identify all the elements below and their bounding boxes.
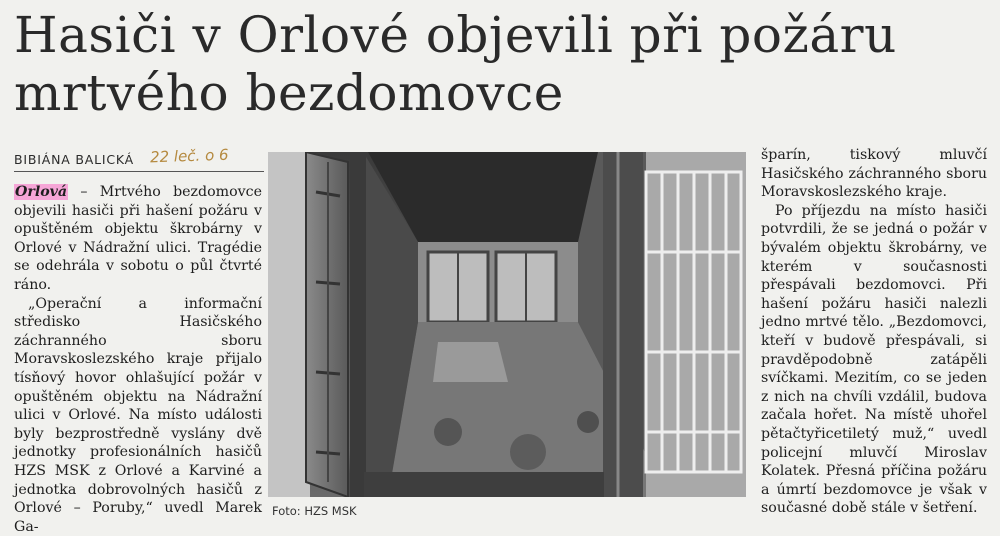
paragraph-quote: „Operační a informační středisko Hasičského záchranného sboru Moravskoslezského kraje přijalo tísňový hovor ohlašující požár v opuštěném objektu na Nádražní ulici v Orlové. Na místo události byly bezprostředně vyslány dvě jednotky profesionálních hasičů HZS MSK z Orlové a Karviné a jednotka dobrovolných hasičů z Orlové – Poruby,“ uvedl Marek Ga- [14, 295, 262, 535]
paragraph-lead [14, 183, 262, 295]
paragraph-continued: šparín, tiskový mluvčí Hasičského záchranného sboru Moravskoslezského kraje. [761, 147, 987, 201]
handwritten-date-note: 22 leč. o 6 [149, 145, 229, 167]
headline-line-2: mrtvého bezdomovce [14, 64, 564, 122]
photo-credit: Foto: HZS MSK [272, 504, 357, 518]
byline-row [14, 145, 262, 170]
paragraph-arrival: Po příjezdu na místo hasiči potvrdili, že se jedná o požár v bývalém objektu škrobárny, ve kterém v současnosti přespávali bezdomovci. Při hašení požáru hasiči nalezli jedno mrtvé tělo. „Bezdomovci, kteří v budově přespávali, si pravděpodobně zatápěli svíčkami. Mezitím, co se jeden z nich na chvíli vzdálil, budova začala hořet. Na místě uhořel pětačtyřicetiletý muž,“ uvedl policejní mluvčí Miroslav Kolatek. Přesná příčina požáru a úmrtí bezdomovce je však v současné době stále v šetření. [761, 202, 987, 517]
lead-text: – Mrtvého bezdomovce objevili hasiči při hašení požáru v opuštěném objektu škrobárny v Orlové v Nádražní ulici. Tragédie se odehrála v sobotu o půl čtvrté ráno. [14, 184, 262, 293]
article-photo [268, 152, 746, 497]
article-column-1 [14, 183, 262, 535]
place-name-highlighted: Orlová [15, 184, 68, 200]
burned-corridor-photo [268, 152, 746, 497]
headline [14, 6, 974, 122]
byline-rule [14, 171, 264, 172]
headline-line-1: Hasiči v Orlové objevili při požáru [14, 6, 897, 64]
article-column-2 [761, 146, 987, 522]
byline: BIBIÁNA BALICKÁ [14, 152, 134, 167]
